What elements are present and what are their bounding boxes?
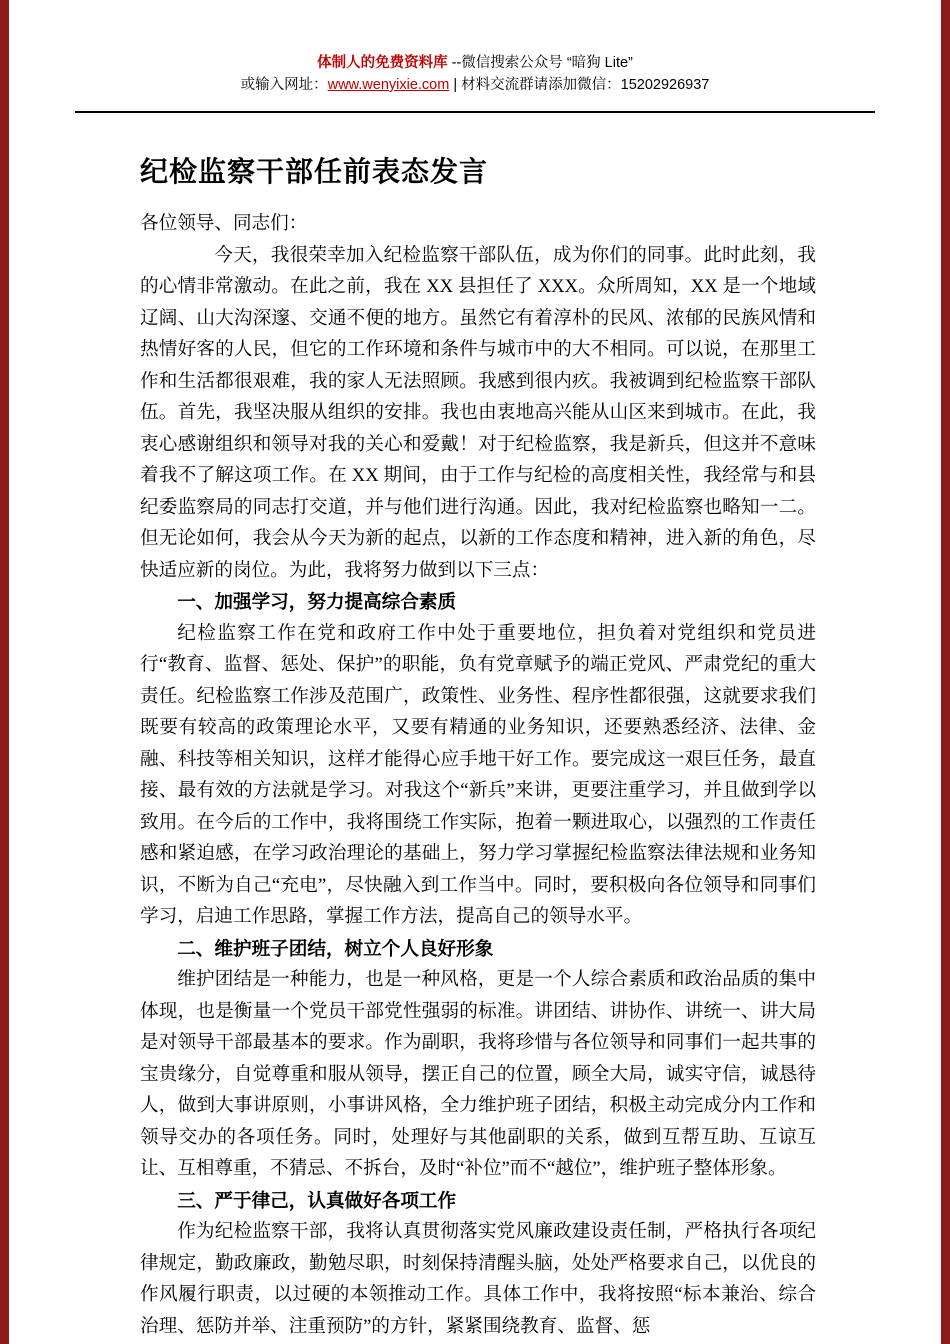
section-heading-1: 一、加强学习，努力提高综合素质 bbox=[177, 591, 457, 612]
paragraph-section-2-body: 维护团结是一种能力，也是一种风格，更是一个人综合素质和政治品质的集中体现，也是衡量一个党员干部党性强弱的标准。讲团结、讲协作、讲统一、讲大局是对领导干部最基本的要求。作为副职，我将珍惜与各位领导和同事们一起共事的宝贵缘分，自觉尊重和服从领导，摆正自己的位置，顾全大局，诚实守信，诚恳待人，做到大事讲原则，小事讲风格，全力维护班子团结，积极主动完成分内工作和领导交办的各项任务。同时，处理好与其他副职的关系，做到互帮互助、互谅互让、互相尊重，不猜忌、不拆台，及时“补位”而不“越位”，维护班子整体形象。 bbox=[140, 969, 816, 1179]
promo-banner bbox=[9, 52, 941, 96]
left-edge-bar bbox=[0, 0, 9, 1344]
section-heading-3: 三、严于律己，认真做好各项工作 bbox=[177, 1189, 457, 1211]
banner-line-1 bbox=[9, 52, 941, 74]
page-title: 纪检监察干部任前表态发言 bbox=[140, 156, 489, 187]
banner-contact-text: | 材料交流群请添加微信：15202926937 bbox=[449, 77, 710, 93]
banner-brand-text: 体制人的免费资料库 bbox=[317, 55, 448, 71]
banner-wechat-text: --微信搜索公众号 “暗狗 Lite” bbox=[447, 55, 633, 71]
banner-line-2 bbox=[9, 74, 941, 96]
banner-website-link[interactable]: www.wenyixie.com bbox=[327, 77, 450, 93]
paragraph-section-3-body: 作为纪检监察干部，我将认真贯彻落实党风廉政建设责任制，严格执行各项纪律规定，勤政廉政，勤勉尽职，时刻保持清醒头脑，处处严格要求自己，以优良的作风履行职责，以过硬的本领推动工作。具体工作中，我将按照“标本兼治、综合治理、惩防并举、注重预防”的方针，紧紧围绕教育、监督、惩 bbox=[140, 1221, 816, 1337]
document-body bbox=[140, 208, 816, 1342]
paragraph-section-1-body: 纪检监察工作在党和政府工作中处于重要地位，担负着对党组织和党员进行“教育、监督、惩处、保护”的职能，负有党章赋予的端正党风、严肃党纪的重大责任。纪检监察工作涉及范围广，政策性、业务性、程序性都很强，这就要求我们既要有较高的政策理论水平，又要有精通的业务知识，还要熟悉经济、法律、金融、科技等相关知识，这样才能得心应手地干好工作。要完成这一艰巨任务，最直接、最有效的方法就是学习。对我这个“新兵”来讲，更要注重学习，并且做到学以致用。在今后的工作中，我将围绕工作实际，抱着一颗进取心，以强烈的工作责任感和紧迫感，在学习政治理论的基础上，努力学习掌握纪检监察法律法规和业务知识，不断为自己“充电”，尽快融入到工作当中。同时，要积极向各位领导和同事们学习，启迪工作思路，掌握工作方法，提高自己的领导水平。 bbox=[140, 622, 816, 927]
paragraph-intro: 今天，我很荣幸加入纪检监察干部队伍，成为你们的同事。此时此刻，我的心情非常激动。在此之前，我在 XX 县担任了 XXX。众所周知，XX 是一个地域辽阔、山大沟深邃、交通不便的地方。虽然它有着淳朴的民风、浓郁的民族风情和热情好客的人民，但它的工作环境和条件与城市中的大不相同。可以说，在那里工作和生活都很艰难，我的家人无法照顾。我感到很内疚。我被调到纪检监察干部队伍。首先，我坚决服从组织的安排。我也由衷地高兴能从山区来到城市。在此，我衷心感谢组织和领导对我的关心和爱戴！对于纪检监察，我是新兵，但这并不意味着我不了解这项工作。在 XX 期间，由于工作与纪检的高度相关性，我经常与和县纪委监察局的同志打交道，并与他们进行沟通。因此，我对纪检监察也略知一二。但无论如何，我会从今天为新的起点，以新的工作态度和精神，进入新的角色，尽快适应新的岗位。为此，我将努力做到以下三点： bbox=[140, 244, 816, 581]
right-edge-bar bbox=[941, 0, 950, 1344]
banner-divider bbox=[75, 111, 875, 113]
paragraph-salutation: 各位领导、同志们： bbox=[140, 213, 308, 234]
banner-url-prefix: 或输入网址： bbox=[240, 77, 328, 93]
section-heading-2: 二、维护班子团结，树立个人良好形象 bbox=[177, 937, 494, 959]
